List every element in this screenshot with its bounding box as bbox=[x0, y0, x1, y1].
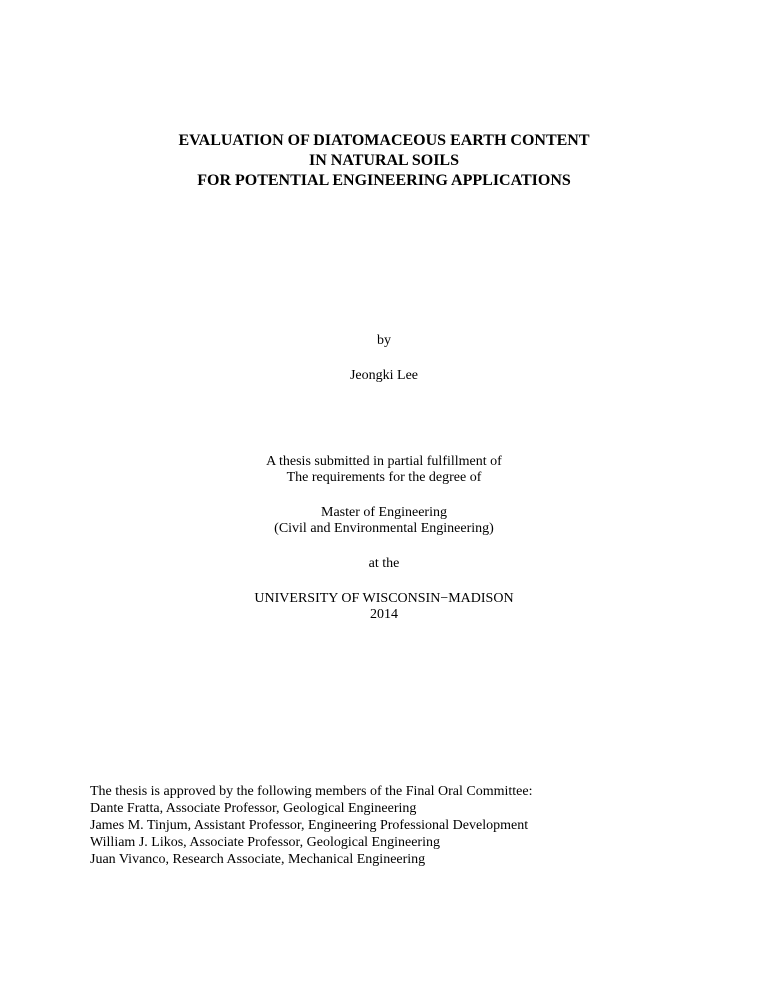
title-line-1: EVALUATION OF DIATOMACEOUS EARTH CONTENT bbox=[178, 132, 590, 149]
at-the-label: at the bbox=[368, 556, 400, 571]
degree-line-1: Master of Engineering bbox=[321, 505, 447, 520]
committee-block bbox=[90, 783, 710, 868]
committee-member: Juan Vivanco, Research Associate, Mechanical Engineering bbox=[90, 852, 426, 867]
degree-statement bbox=[0, 454, 768, 486]
institution-name: UNIVERSITY OF WISCONSIN−MADISON bbox=[254, 591, 514, 606]
title-line-3: FOR POTENTIAL ENGINEERING APPLICATIONS bbox=[197, 172, 571, 189]
degree-line-2: (Civil and Environmental Engineering) bbox=[274, 521, 494, 536]
statement-line-2: The requirements for the degree of bbox=[286, 470, 482, 485]
author-name: Jeongki Lee bbox=[349, 368, 419, 383]
committee-member: William J. Likos, Associate Professor, Geological Engineering bbox=[90, 835, 440, 850]
title-line-2: IN NATURAL SOILS bbox=[309, 152, 459, 169]
statement-line-1: A thesis submitted in partial fulfillment of bbox=[266, 454, 502, 469]
degree-name bbox=[0, 505, 768, 537]
committee-member: Dante Fratta, Associate Professor, Geological Engineering bbox=[90, 801, 417, 816]
committee-member: James M. Tinjum, Assistant Professor, Engineering Professional Development bbox=[90, 818, 529, 833]
submission-year: 2014 bbox=[370, 607, 398, 622]
thesis-title bbox=[0, 131, 768, 191]
committee-intro: The thesis is approved by the following members of the Final Oral Committee: bbox=[90, 784, 533, 799]
institution-block bbox=[0, 591, 768, 623]
by-label: by bbox=[377, 333, 391, 348]
